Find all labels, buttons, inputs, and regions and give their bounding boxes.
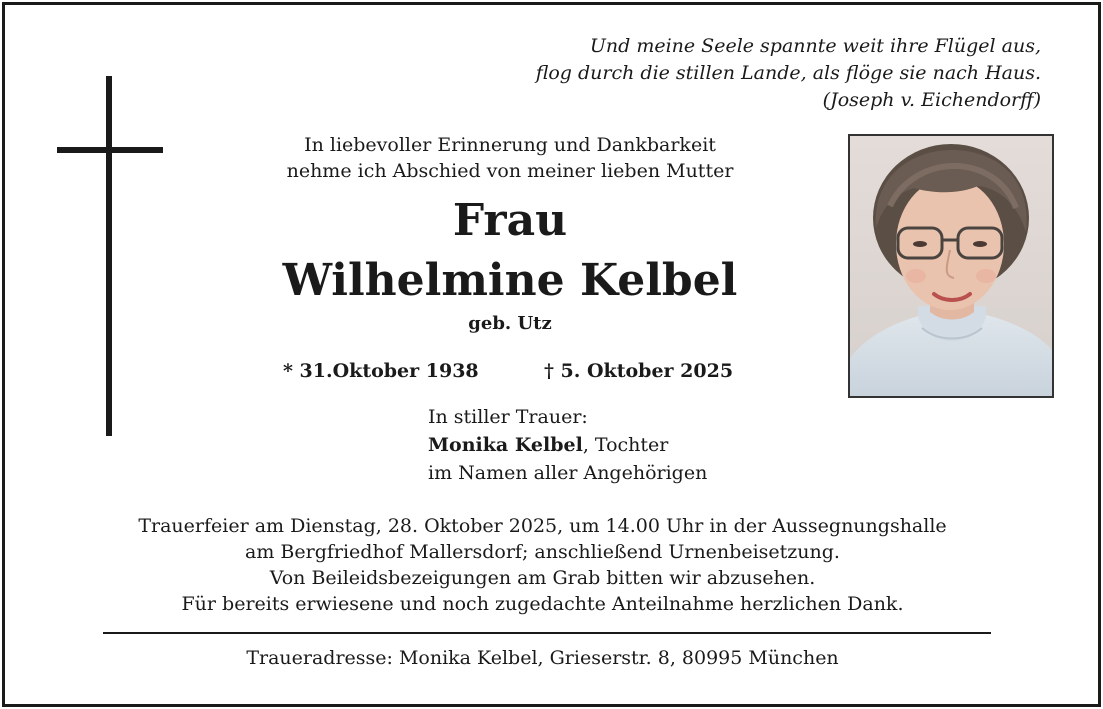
death-date: † 5. Oktober 2025: [544, 360, 734, 382]
mourner-relation: , Tochter: [582, 434, 669, 456]
intro-line-2: nehme ich Abschied von meiner lieben Mutter: [286, 160, 734, 182]
details-line-2: am Bergfriedhof Mallersdorf; anschließend Urnenbeisetzung.: [245, 541, 840, 563]
quote-line-1: Und meine Seele spannte weit ihre Flügel aus,: [589, 35, 1041, 57]
divider-line: [103, 632, 991, 634]
quote-author: (Joseph v. Eichendorff): [822, 89, 1041, 111]
funeral-details: [40, 513, 1045, 617]
portrait-photo: [848, 134, 1054, 398]
mourners-block: [428, 403, 707, 487]
quote-line-2: flog durch die stillen Lande, als flöge sie nach Haus.: [535, 62, 1041, 84]
mourners-family: im Namen aller Angehörigen: [428, 462, 708, 484]
maiden-name: geb. Utz: [468, 313, 552, 334]
mourner-name: Monika Kelbel: [428, 434, 583, 456]
details-line-4: Für bereits erwiesene und noch zugedachte Anteilnahme herzlichen Dank.: [181, 593, 904, 615]
details-line-1: Trauerfeier am Dienstag, 28. Oktober 2025, um 14.00 Uhr in der Aussegnungshalle: [138, 515, 947, 537]
mourners-heading: In stiller Trauer:: [428, 406, 588, 428]
mourner-line: [428, 431, 707, 459]
deceased-title: Frau: [452, 195, 568, 246]
details-line-3: Von Beileidsbezeigungen am Grab bitten wir abzusehen.: [269, 567, 816, 589]
intro-text: [210, 132, 810, 184]
deceased-name: Wilhelmine Kelbel: [282, 255, 738, 306]
cross-horizontal-bar: [57, 147, 163, 153]
mourning-address: Traueradresse: Monika Kelbel, Grieserstr. 8, 80995 München: [246, 647, 839, 669]
intro-line-1: In liebevoller Erinnerung und Dankbarkeit: [304, 134, 716, 156]
memorial-quote: [536, 33, 1041, 114]
birth-date: * 31.Oktober 1938: [283, 360, 479, 382]
cross-vertical-bar: [106, 76, 112, 436]
